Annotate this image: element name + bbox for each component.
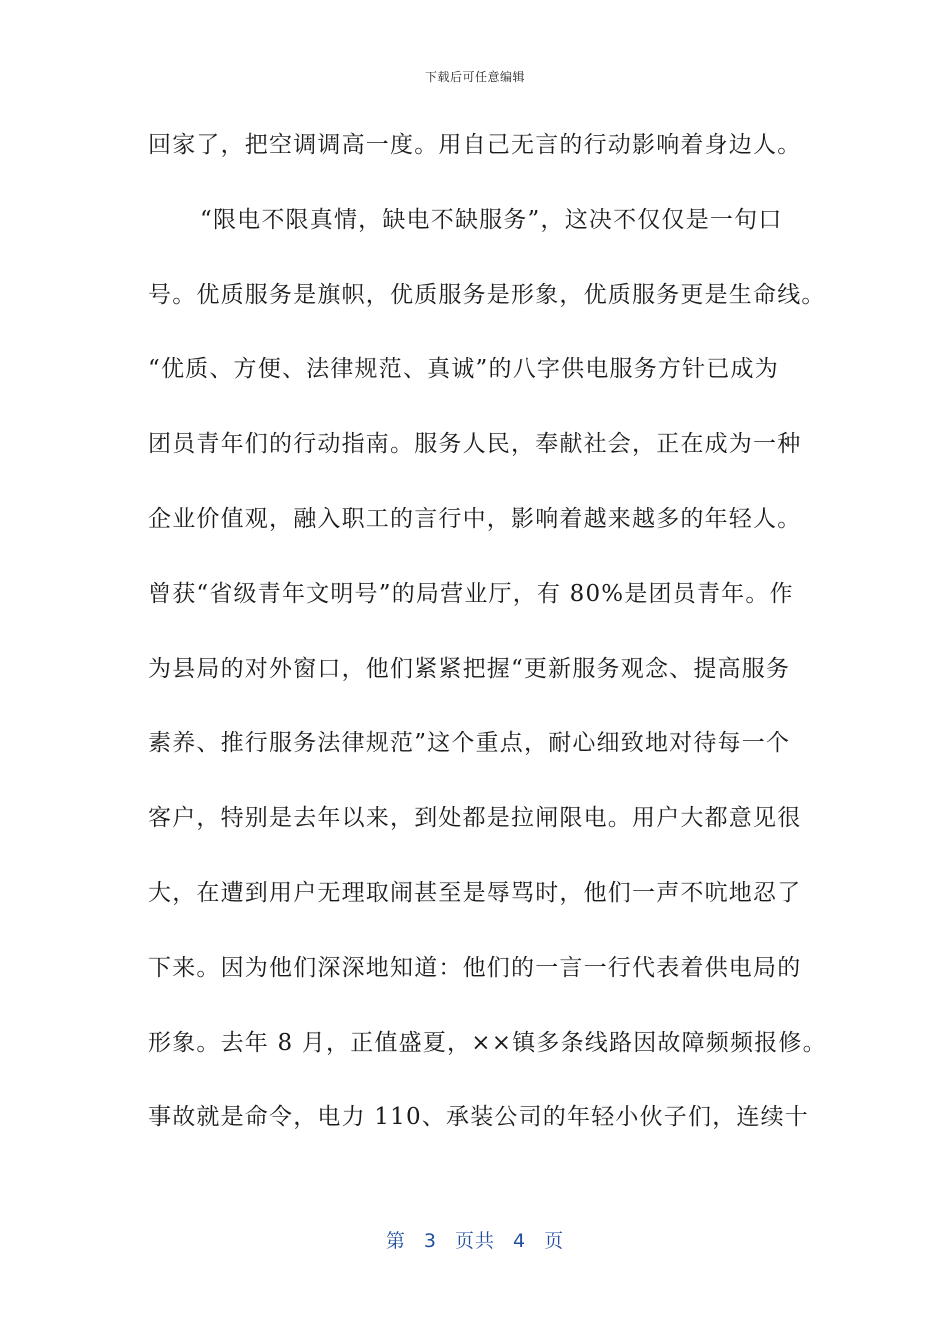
body-line: 号。优质服务是旗帜，优质服务是形象，优质服务更是生命线。 [148, 281, 826, 308]
body-line: 回家了，把空调调高一度。用自己无言的行动影响着身边人。 [148, 132, 802, 158]
footer-suffix: 页 [544, 1230, 565, 1252]
body-line: 企业价值观，融入职工的言行中，影响着越来越多的年轻人。 [148, 505, 802, 532]
body-line: 曾获“省级青年文明号”的局营业厅，有 80%是团员青年。作 [148, 580, 794, 607]
body-line: 团员青年们的行动指南。服务人民，奉献社会，正在成为一种 [148, 431, 802, 458]
body-line: 大，在遭到用户无理取闹甚至是辱骂时，他们一声不吭地忍了 [148, 879, 802, 906]
page-footer [0, 1226, 950, 1253]
body-line: 下来。因为他们深深地知道：他们的一言一行代表着供电局的 [148, 954, 802, 981]
body-line: 为县局的对外窗口，他们紧紧把握“更新服务观念、提高服务 [148, 655, 791, 682]
body-line: 客户，特别是去年以来，到处都是拉闸限电。用户大都意见很 [148, 805, 802, 832]
footer-total-pages: 4 [513, 1230, 527, 1252]
body-line: 事故就是命令，电力 110、承装公司的年轻小伙子们，连续十 [148, 1104, 810, 1131]
body-line: “限电不限真情，缺电不缺服务”，这决不仅仅是一句口 [200, 206, 783, 233]
body-line: 素养、推行服务法律规范”这个重点，耐心细致地对待每一个 [148, 730, 791, 757]
body-line: 形象。去年 8 月，正值盛夏，××镇多条线路因故障频频报修。 [148, 1029, 827, 1056]
footer-prefix: 第 [385, 1230, 406, 1252]
footer-current-page: 3 [423, 1230, 437, 1252]
body-line: “优质、方便、法律规范、真诚”的八字供电服务方针已成为 [148, 356, 779, 383]
document-body [148, 125, 827, 1172]
footer-middle: 页共 [454, 1230, 495, 1252]
page-header: 下载后可任意编辑 [424, 70, 525, 84]
